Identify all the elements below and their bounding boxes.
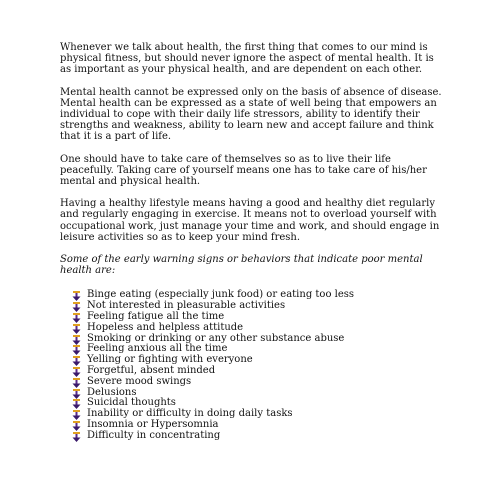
list-item-label: Forgetful, absent minded [87,365,216,377]
arrow-down-bullet-icon [72,389,81,399]
list-item-label: Yelling or fighting with everyone [87,354,253,366]
list-item [72,431,443,442]
list-item-label: Feeling anxious all the time [87,343,228,355]
list-item-label: Smoking or drinking or any other substance abuse [87,332,345,344]
list-item-label: Delusions [87,386,137,398]
list-item-label: Insomnia or Hypersomnia [87,419,219,431]
list-item-label: Inability or difficulty in doing daily tasks [87,408,293,420]
arrow-down-bullet-icon [72,378,81,388]
paragraph-health-intro: Whenever we talk about health, the first thing that comes to our mind is physical fitness, but should never ignore the aspect of mental health. It is as important as your physical health, and are dependent on each other. [60,42,434,76]
arrow-down-bullet-icon [72,302,81,312]
arrow-down-bullet-icon [72,313,81,323]
warning-signs-list [72,290,443,441]
arrow-down-bullet-icon [72,432,81,442]
list-item-label: Binge eating (especially junk food) or eating too less [87,289,355,301]
arrow-down-bullet-icon [72,335,81,345]
list-item-label: Hopeless and helpless attitude [87,321,244,333]
warning-signs-intro: Some of the early warning signs or behaviors that indicate poor mental health are: [60,254,423,277]
list-item-label: Feeling fatigue all the time [87,311,225,323]
paragraph-self-care: One should have to take care of themselves so as to live their life peacefully. Taking care of yourself means one has to take care of his/her mental and physical health. [60,153,427,188]
paragraph-mental-health-definition: Mental health cannot be expressed only on the basis of absence of disease. Mental health can be expressed as a state of well being that empowers an individual to cope with their daily life stressors, ability to identify their strengths and weakness, ability to learn new and accept failure and think that it is a part of life. [60,86,442,143]
arrow-down-bullet-icon [72,367,81,377]
arrow-down-bullet-icon [72,421,81,431]
list-item-label: Not interested in pleasurable activities [87,300,286,312]
arrow-down-bullet-icon [72,399,81,409]
arrow-down-bullet-icon [72,345,81,355]
list-item-label: Severe mood swings [87,375,192,387]
arrow-down-bullet-icon [72,356,81,366]
arrow-down-bullet-icon [72,324,81,334]
arrow-down-bullet-icon [72,291,81,301]
paragraph-healthy-lifestyle: Having a healthy lifestyle means having a good and healthy diet regularly and regularly engaging in exercise. It means not to overload yourself with occupational work, just manage your time and work, and should engage in leisure activities so as to keep your mind fresh. [60,198,440,243]
list-item-label: Suicidal thoughts [87,397,176,409]
arrow-down-bullet-icon [72,410,81,420]
list-item-label: Difficulty in concentrating [87,429,221,441]
